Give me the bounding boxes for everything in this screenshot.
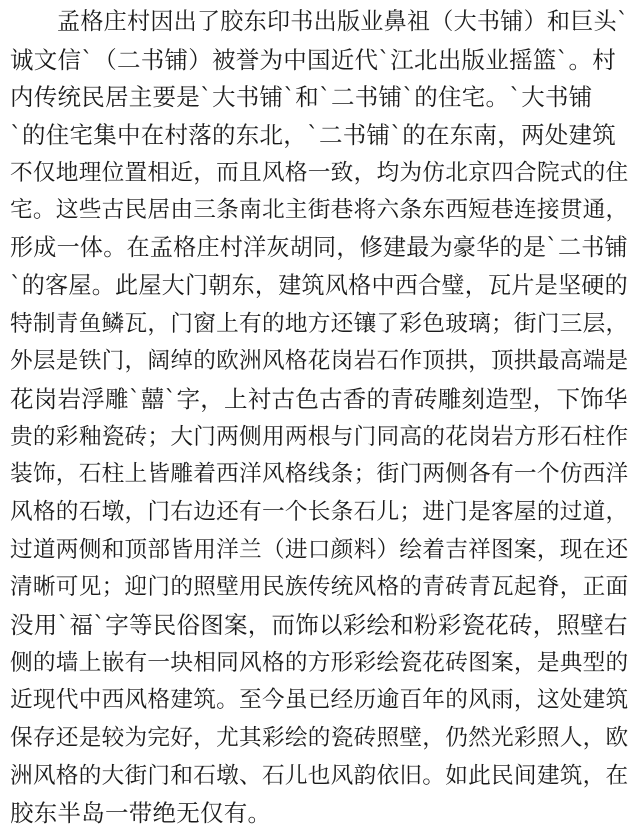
- text-line: 特制青鱼鳞瓦，门窗上有的地方还镶了彩色玻璃；街门三层，: [10, 310, 629, 337]
- text-line: 近现代中西风格建筑。至今虽已经历逾百年的风雨，这处建筑: [10, 687, 629, 714]
- text-line: 诚文信`（二书铺）被誉为中国近代`江北出版业摇篮`。村: [10, 45, 616, 74]
- text-line: 清晰可见；迎门的照壁用民族传统风格的青砖青瓦起脊，正面: [10, 574, 629, 601]
- article-paragraph: [10, 4, 634, 833]
- text-line: 花岗岩浮雕`囍`字，上衬古色古香的青砖雕刻造型，下饰华: [10, 384, 628, 413]
- text-line: 风格的石墩，门右边还有一个长条石儿；进门是客屋的过道，: [10, 498, 629, 525]
- text-line: `的住宅集中在村落的东北，`二书铺`的在东南，两处建筑: [10, 121, 616, 150]
- text-line: 胶东半岛一带绝无仅有。: [10, 799, 272, 828]
- text-line: 形成一体。在孟格庄村洋灰胡同，修建最为豪华的是`二书铺: [10, 235, 628, 262]
- text-line: 不仅地理位置相近，而且风格一致，均为仿北京四合院式的住: [10, 159, 629, 186]
- text-line: 过道两侧和顶部皆用洋兰（进口颜料）绘着吉祥图案，现在还: [10, 536, 629, 563]
- text-line: 侧的墙上嵌有一块相同风格的方形彩绘瓷花砖图案，是典型的: [10, 649, 629, 676]
- text-line: 装饰，石柱上皆雕着西洋风格线条；街门两侧各有一个仿西洋: [10, 461, 629, 488]
- text-line: 外层是铁门，阔绰的欧洲风格花岗岩石作顶拱，顶拱最高端是: [10, 348, 629, 375]
- text-line: 孟格庄村因出了胶东印书出版业鼻祖（大书铺）和巨头`: [57, 9, 629, 35]
- text-line: `的客屋。此屋大门朝东，建筑风格中西合璧，瓦片是坚硬的: [10, 272, 628, 299]
- text-line: 保存还是较为完好，尤其彩绘的瓷砖照壁，仍然光彩照人，欧: [10, 725, 629, 752]
- text-line: 内传统民居主要是`大书铺`和`二书铺`的住宅。`大书铺: [10, 83, 593, 112]
- text-line: 宅。这些古民居由三条南北主街巷将六条东西短巷连接贯通，: [10, 197, 629, 224]
- text-line: 洲风格的大街门和石墩、石儿也风韵依旧。如此民间建筑，在: [10, 762, 629, 789]
- text-line: 没用`福`字等民俗图案，而饰以彩绘和粉彩瓷花砖，照壁右: [10, 611, 628, 639]
- text-line: 贵的彩釉瓷砖；大门两侧用两根与门同高的花岗岩方形石柱作: [10, 423, 629, 450]
